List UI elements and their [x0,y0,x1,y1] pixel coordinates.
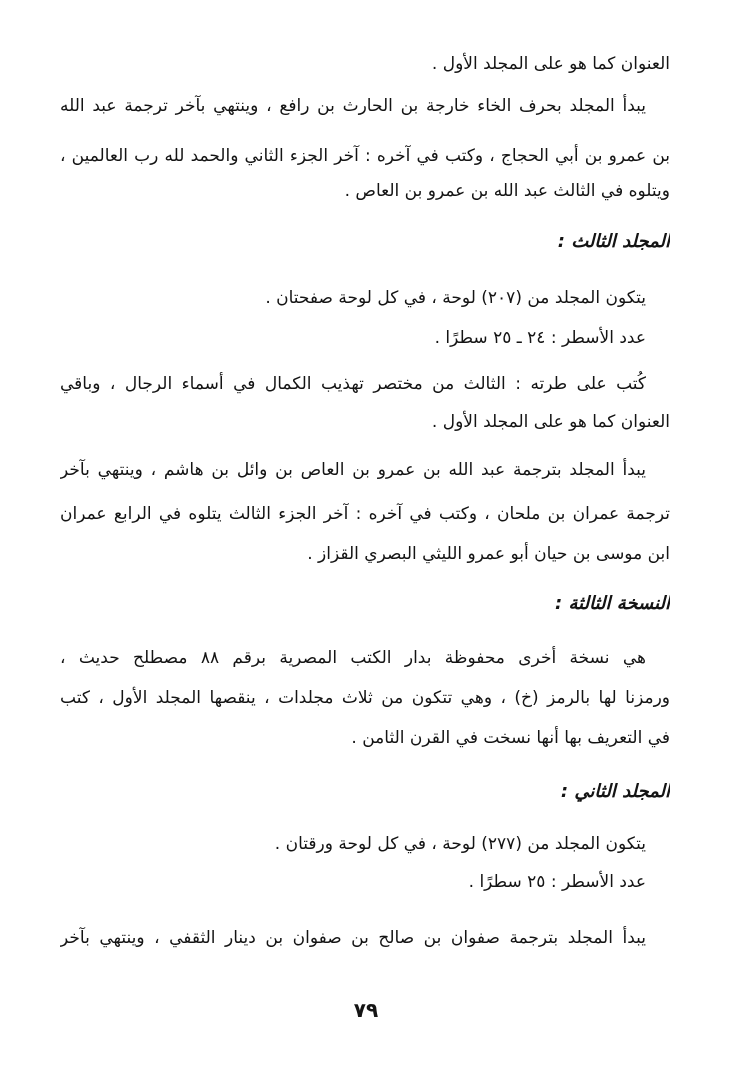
text-line: هي نسخة أخرى محفوظة بدار الكتب المصرية برقم ٨٨ مصطلح حديث ، [60,648,646,668]
text-line: يبدأ المجلد بترجمة عبد الله بن عمرو بن العاص بن وائل بن هاشم ، وينتهي بآخر [60,460,646,480]
text-line: يتكون المجلد من (٢٧٧) لوحة ، في كل لوحة ورقتان . [274,834,646,854]
text-line: ترجمة عمران بن ملحان ، وكتب في آخره : آخر الجزء الثالث يتلوه في الرابع عمران [60,504,670,524]
page-number: ٧٩ [353,998,379,1022]
text-line: يبدأ المجلد بحرف الخاء خارجة بن الحارث بن رافع ، وينتهي بآخر ترجمة عبد الله [60,96,646,116]
text-line: كُتب على طرته : الثالث من مختصر تهذيب الكمال في أسماء الرجال ، وباقي [60,374,646,394]
section-heading: النسخة الثالثة : [555,593,670,614]
text-line: يتكون المجلد من (٢٠٧) لوحة ، في كل لوحة صفحتان . [265,288,646,308]
text-line: ويتلوه في الثالث عبد الله بن عمرو بن العاص . [344,181,670,201]
section-heading: المجلد الثالث : [557,231,670,252]
text-line: يبدأ المجلد بترجمة صفوان بن صالح بن صفوان بن دينار الثقفي ، وينتهي بآخر [60,928,646,948]
text-line: ابن موسى بن حيان أبو عمرو الليثي البصري القزاز . [307,544,670,564]
text-line: العنوان كما هو على المجلد الأول . [431,54,670,74]
section-heading: المجلد الثاني : [560,781,670,802]
text-line: في التعريف بها أنها نسخت في القرن الثامن . [351,728,670,748]
text-line: عدد الأسطر : ٢٤ ـ ٢٥ سطرًا . [434,328,646,348]
text-line: العنوان كما هو على المجلد الأول . [431,412,670,432]
text-line: عدد الأسطر : ٢٥ سطرًا . [468,872,646,892]
text-line: ورمزنا لها بالرمز (خ) ، وهي تتكون من ثلاث مجلدات ، ينقصها المجلد الأول ، كتب [60,688,670,708]
text-line: بن عمرو بن أبي الحجاج ، وكتب في آخره : آخر الجزء الثاني والحمد لله رب العالمين ، [60,146,670,166]
